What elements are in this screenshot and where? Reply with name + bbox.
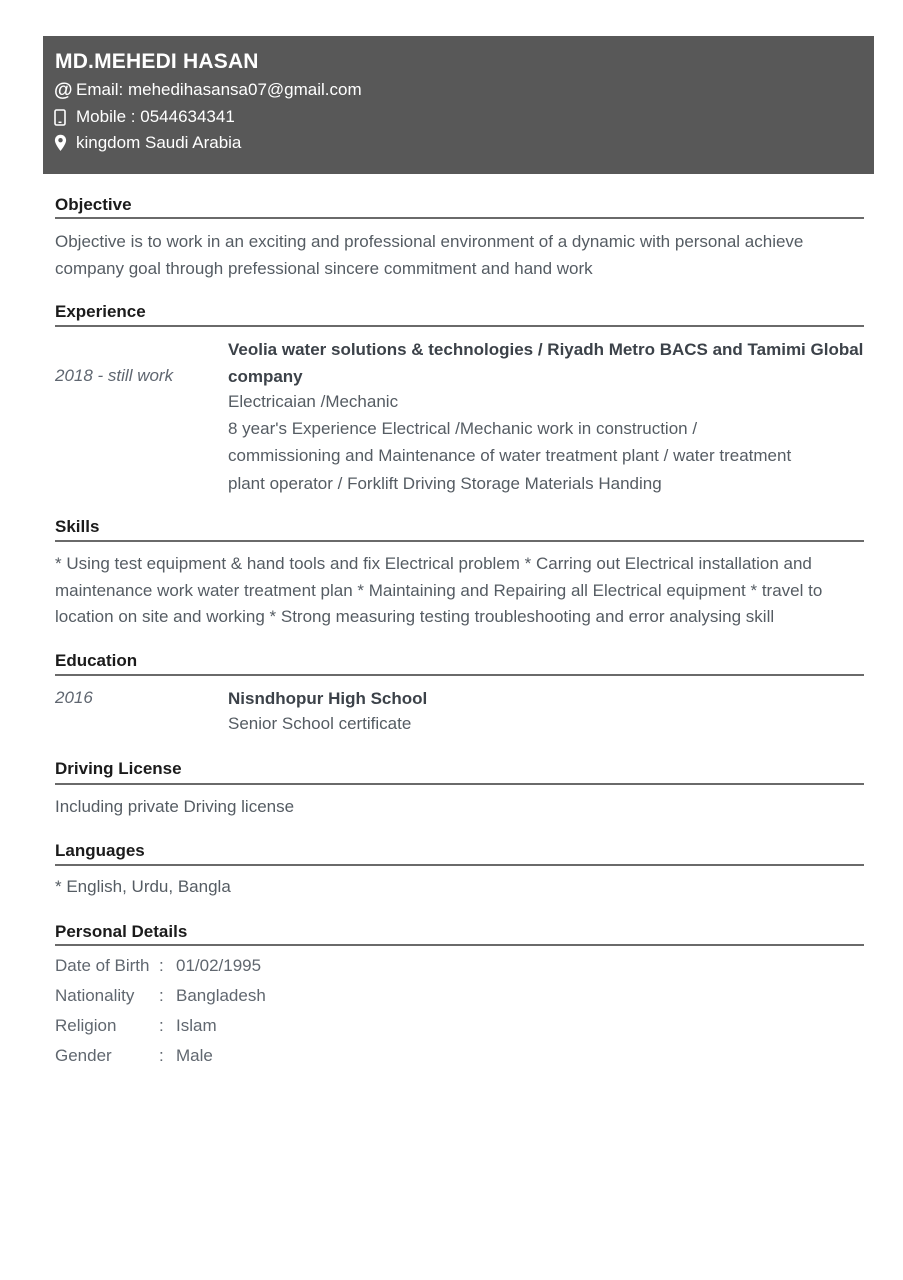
nationality-colon: : [159, 986, 164, 1005]
experience-role: Electricaian /Mechanic [228, 392, 399, 411]
objective-line: company goal through prefessional sincere commitment and hand work [55, 259, 593, 278]
section-divider [55, 864, 864, 866]
education-certificate: Senior School certificate [228, 714, 412, 733]
skills-line: location on site and working * Strong measuring testing troubleshooting and error analysing skill [55, 607, 775, 626]
gender-label: Gender [55, 1046, 112, 1065]
resume-header [43, 36, 874, 174]
dob-label: Date of Birth [55, 956, 150, 975]
section-title-objective: Objective [55, 195, 132, 214]
mobile-text: Mobile : 0544634341 [76, 107, 235, 126]
section-divider [55, 217, 864, 219]
section-title-education: Education [55, 651, 138, 670]
section-divider [55, 783, 864, 785]
objective-line: Objective is to work in an exciting and professional environment of a dynamic with personal achieve [55, 232, 804, 251]
section-divider [55, 944, 864, 946]
religion-colon: : [159, 1016, 164, 1035]
religion-label: Religion [55, 1016, 117, 1035]
section-divider [55, 674, 864, 676]
dob-colon: : [159, 956, 164, 975]
location-text: kingdom Saudi Arabia [76, 133, 242, 152]
email-text: Email: mehedihasansa07@gmail.com [76, 80, 362, 99]
education-school: Nisndhopur High School [228, 689, 428, 708]
experience-description-line: commissioning and Maintenance of water treatment plant / water treatment [228, 446, 792, 465]
gender-colon: : [159, 1046, 164, 1065]
section-title-skills: Skills [55, 517, 100, 536]
experience-date: 2018 - still work [55, 366, 174, 385]
section-divider [55, 540, 864, 542]
experience-description-line: 8 year's Experience Electrical /Mechanic work in construction / [228, 419, 698, 438]
gender-value: Male [176, 1046, 213, 1065]
religion-value: Islam [176, 1016, 217, 1035]
skills-line: maintenance work water treatment plan * Maintaining and Repairing all Electrical equipment * travel to [55, 581, 823, 600]
languages-text: * English, Urdu, Bangla [55, 877, 231, 896]
map-pin-icon [54, 134, 76, 152]
nationality-value: Bangladesh [176, 986, 266, 1005]
section-title-experience: Experience [55, 302, 146, 321]
section-title-personal-details: Personal Details [55, 922, 188, 941]
dob-value: 01/02/1995 [176, 956, 262, 975]
experience-description-line: plant operator / Forklift Driving Storage Materials Handing [228, 474, 662, 493]
skills-line: * Using test equipment & hand tools and fix Electrical problem * Carring out Electrical installation and [55, 554, 812, 573]
section-divider [55, 325, 864, 327]
at-icon: @ [54, 79, 73, 101]
nationality-label: Nationality [55, 986, 135, 1005]
section-title-languages: Languages [55, 841, 145, 860]
mobile-phone-icon [54, 109, 76, 126]
experience-company: company [228, 367, 303, 386]
contact-email [54, 80, 362, 100]
education-date: 2016 [55, 688, 93, 707]
experience-company: Veolia water solutions & technologies / Riyadh Metro BACS and Tamimi Global [228, 340, 864, 359]
contact-location [54, 133, 241, 153]
candidate-name: MD.MEHEDI HASAN [55, 50, 259, 73]
driving-license-text: Including private Driving license [55, 797, 295, 816]
contact-mobile [54, 107, 235, 127]
section-title-driving-license: Driving License [55, 759, 182, 778]
